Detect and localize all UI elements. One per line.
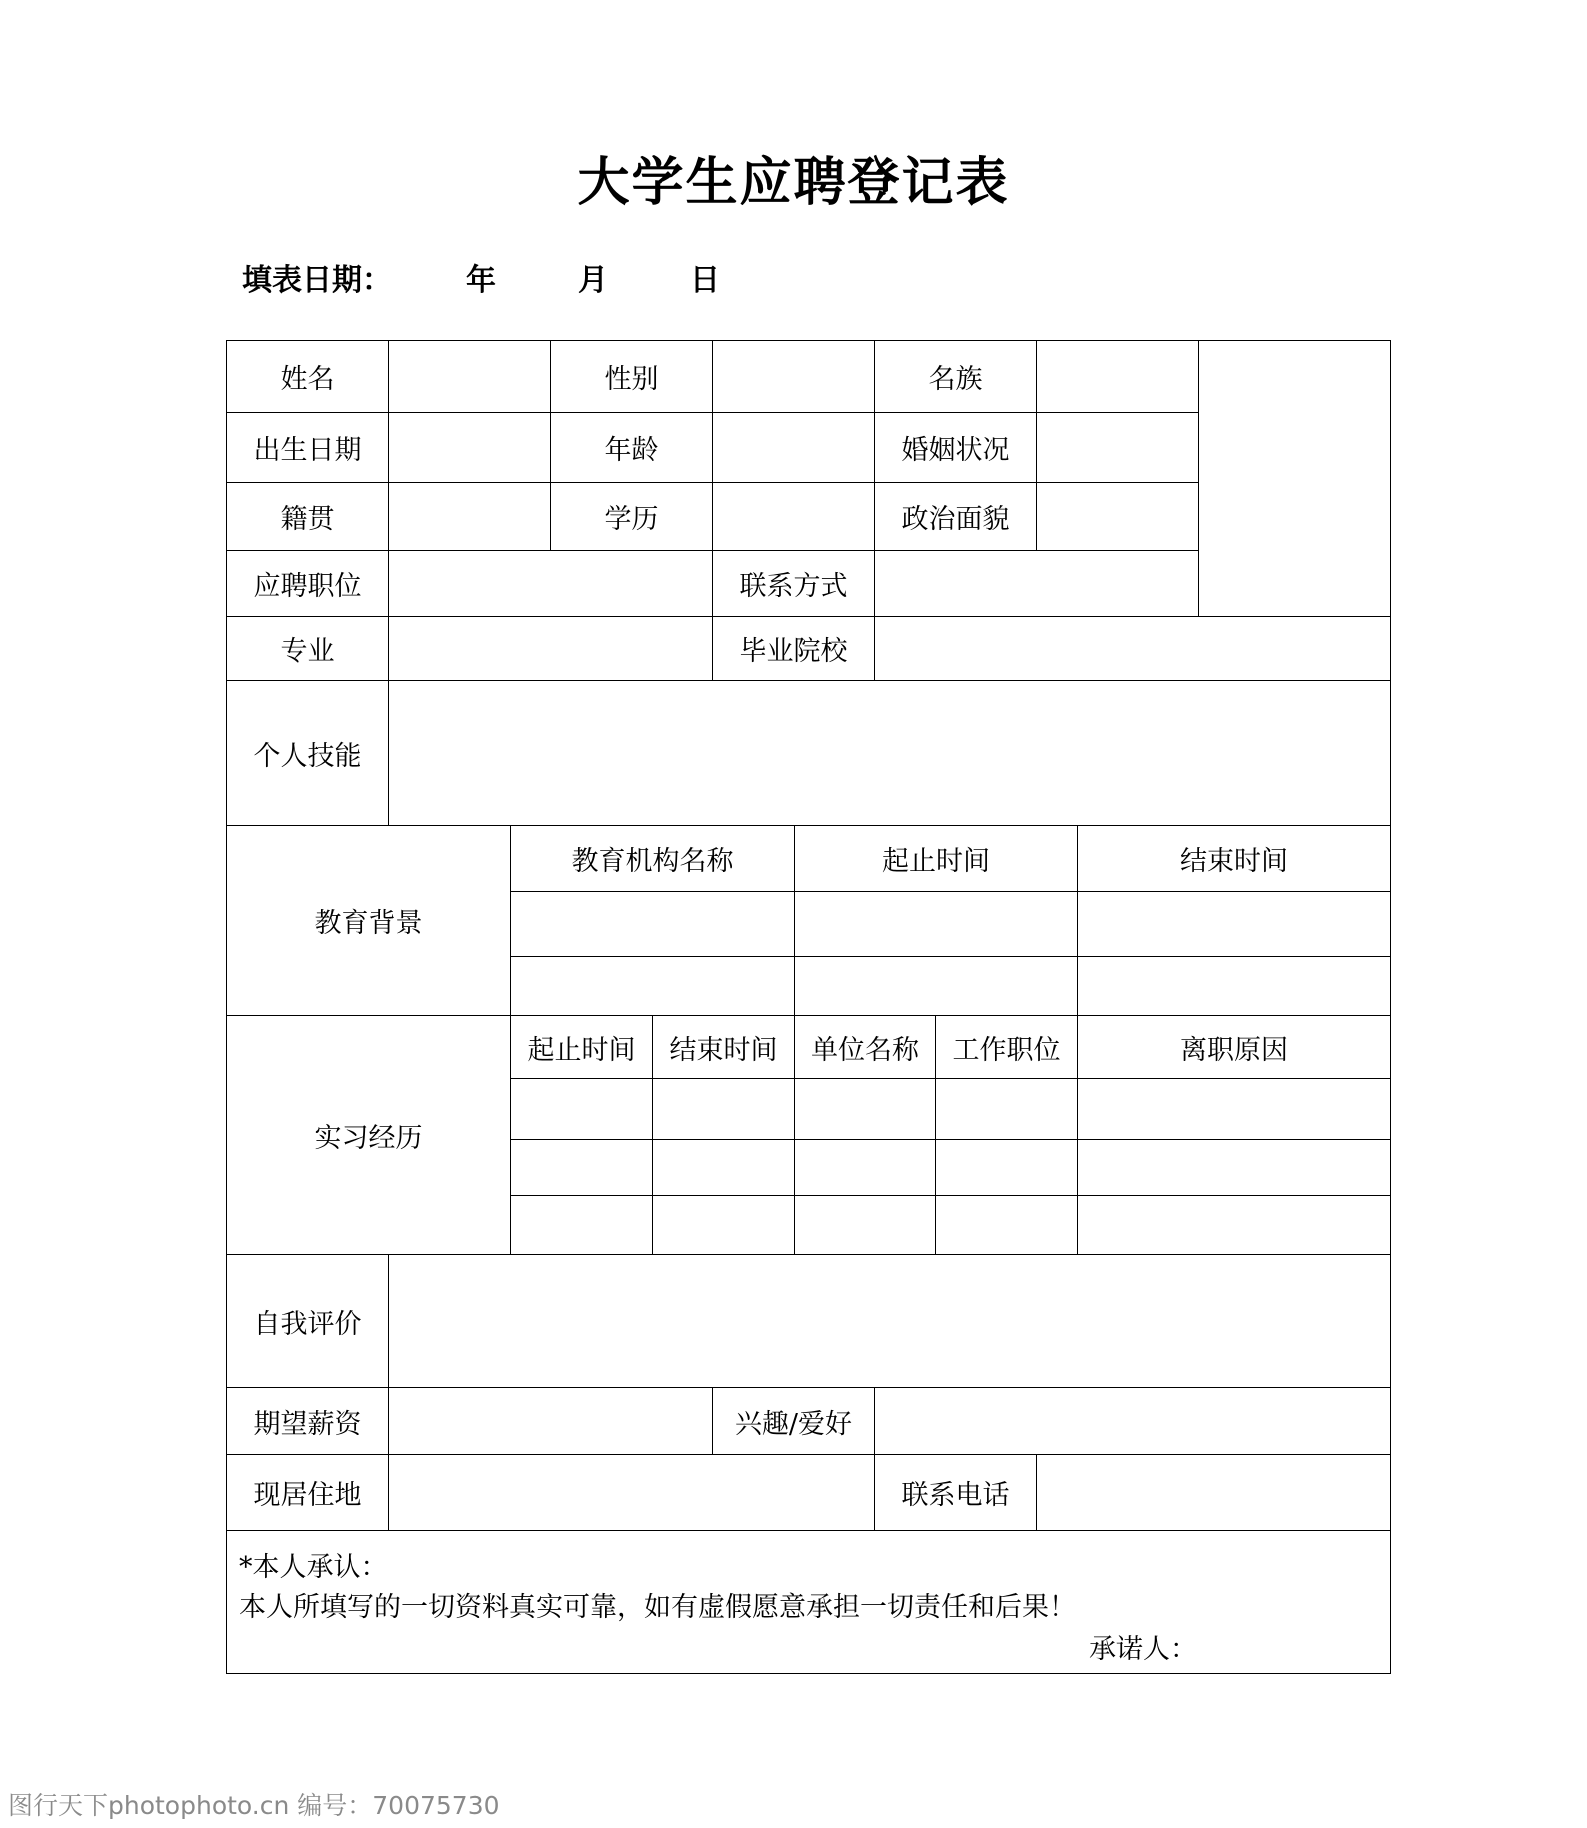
self-evaluation-label: 自我评价: [226, 1254, 389, 1388]
internship-header-end-time: 结束时间: [652, 1015, 795, 1079]
expected-salary-label: 期望薪资: [226, 1387, 389, 1455]
internship-cell[interactable]: [794, 1195, 936, 1255]
graduated-school-field[interactable]: [874, 616, 1391, 681]
internship-cell[interactable]: [794, 1078, 936, 1140]
internship-cell[interactable]: [510, 1139, 653, 1196]
education-level-field[interactable]: [712, 482, 875, 551]
current-address-label: 现居住地: [226, 1454, 389, 1531]
internship-cell[interactable]: [510, 1195, 653, 1255]
age-label: 年龄: [550, 412, 713, 483]
year-label: 年: [466, 263, 496, 298]
gender-field[interactable]: [712, 340, 875, 413]
internship-cell[interactable]: [935, 1139, 1078, 1196]
pledge-section: [226, 1530, 1391, 1674]
day-label: 日: [690, 263, 720, 298]
education-cell[interactable]: [510, 956, 795, 1016]
expected-salary-field[interactable]: [388, 1387, 713, 1455]
major-label: 专业: [226, 616, 389, 681]
internship-header-start-end: 起止时间: [510, 1015, 653, 1079]
internship-cell[interactable]: [935, 1078, 1078, 1140]
position-applied-label: 应聘职位: [226, 550, 389, 617]
graduated-school-label: 毕业院校: [712, 616, 875, 681]
ethnicity-label: 名族: [874, 340, 1037, 413]
marital-status-label: 婚姻状况: [874, 412, 1037, 483]
age-field[interactable]: [712, 412, 875, 483]
ethnicity-field[interactable]: [1036, 340, 1199, 413]
pledge-signer-label: 承诺人：: [1089, 1634, 1197, 1665]
major-field[interactable]: [388, 616, 713, 681]
pledge-statement: 本人所填写的一切资料真实可靠，如有虚假愿意承担一切责任和后果！: [239, 1592, 1076, 1623]
internship-header-company: 单位名称: [794, 1015, 936, 1079]
watermark-text: 图行天下photophoto.cn 编号：70075730: [8, 1791, 500, 1820]
photo-box[interactable]: [1198, 340, 1391, 617]
education-header-institution: 教育机构名称: [510, 825, 795, 892]
internship-cell[interactable]: [652, 1078, 795, 1140]
internship-cell[interactable]: [652, 1139, 795, 1196]
name-field[interactable]: [388, 340, 551, 413]
education-level-label: 学历: [550, 482, 713, 551]
education-cell[interactable]: [510, 891, 795, 957]
marital-status-field[interactable]: [1036, 412, 1199, 483]
internship-header-leave-reason: 离职原因: [1077, 1015, 1391, 1079]
hobbies-label: 兴趣/爱好: [712, 1387, 875, 1455]
name-label: 姓名: [226, 340, 389, 413]
self-evaluation-field[interactable]: [388, 1254, 1391, 1388]
internship-cell[interactable]: [1077, 1078, 1391, 1140]
political-status-field[interactable]: [1036, 482, 1199, 551]
skills-field[interactable]: [388, 680, 1391, 826]
position-applied-field[interactable]: [388, 550, 713, 617]
fill-date-label: 填表日期：: [242, 263, 392, 298]
political-status-label: 政治面貌: [874, 482, 1037, 551]
contact-method-field[interactable]: [874, 550, 1199, 617]
internship-cell[interactable]: [1077, 1195, 1391, 1255]
education-cell[interactable]: [1077, 956, 1391, 1016]
current-address-field[interactable]: [388, 1454, 875, 1531]
form-title: 大学生应聘登记表: [577, 152, 1010, 213]
application-form-table: [226, 340, 1391, 1674]
education-background-label: 教育背景: [226, 825, 511, 1016]
internship-cell[interactable]: [1077, 1139, 1391, 1196]
birth-date-label: 出生日期: [226, 412, 389, 483]
internship-cell[interactable]: [652, 1195, 795, 1255]
education-cell[interactable]: [1077, 891, 1391, 957]
hobbies-field[interactable]: [874, 1387, 1391, 1455]
internship-header-job-title: 工作职位: [935, 1015, 1078, 1079]
education-cell[interactable]: [794, 956, 1078, 1016]
contact-method-label: 联系方式: [712, 550, 875, 617]
birth-date-field[interactable]: [388, 412, 551, 483]
month-label: 月: [578, 263, 608, 298]
phone-label: 联系电话: [874, 1454, 1037, 1531]
internship-cell[interactable]: [935, 1195, 1078, 1255]
skills-label: 个人技能: [226, 680, 389, 826]
education-cell[interactable]: [794, 891, 1078, 957]
native-place-field[interactable]: [388, 482, 551, 551]
education-header-end-time: 结束时间: [1077, 825, 1391, 892]
gender-label: 性别: [550, 340, 713, 413]
internship-cell[interactable]: [510, 1078, 653, 1140]
internship-cell[interactable]: [794, 1139, 936, 1196]
internship-label: 实习经历: [226, 1015, 511, 1255]
phone-field[interactable]: [1036, 1454, 1391, 1531]
native-place-label: 籍贯: [226, 482, 389, 551]
pledge-heading: *本人承认：: [239, 1552, 388, 1583]
education-header-start-end: 起止时间: [794, 825, 1078, 892]
